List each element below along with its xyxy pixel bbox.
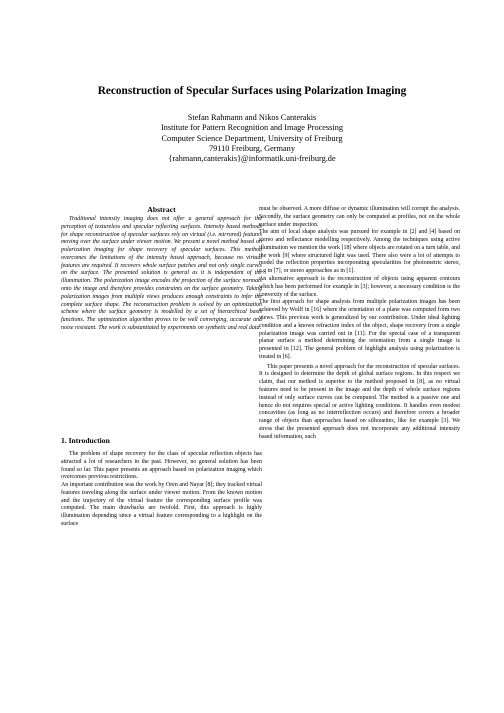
body-paragraph: The problem of shape recovery for the class of specular reflection objects has attracted a lot of researchers in the past. However, no general solution has been found so far. This paper presents an approach based on polarization imaging which overcomes previous restrictions. bbox=[61, 451, 262, 481]
section-heading-introduction: 1. Introduction bbox=[61, 436, 110, 445]
body-paragraph: An important contribution was the work by Oren and Nayar [8]; they tracked virtual features traveling along the surface under viewer motion. From the known motion and the trajectory of the virtual feature the corresponding surface profile was computed. The main drawbacks are twofold. First, this approach is highly illumination depending since a virtual feature corresponding to a highlight on the surface bbox=[61, 482, 262, 528]
author-names: Stefan Rahmann and Nikos Canterakis bbox=[187, 113, 317, 122]
author-department: Computer Science Department, University of Freiburg bbox=[161, 133, 343, 143]
abstract-block bbox=[61, 205, 262, 333]
abstract-text: Traditional intensity imaging does not offer a general approach for the perception of textureless and specular reflecting surfaces. Intensity based methods for shape reconstruction of specular surfaces rely on virtual (i.e. mirrored) features moving over the surface under viewer motion. We present a novel method based on polarization imaging for shape recovery of specular surfaces. This method overcomes the limitations of the intensity based approach, because no virtual features are required. It recovers whole surface patches and not only single curves on the surface. The presented solution is general as it is independent of the illumination. The polarization image encodes the projection of the surface normals onto the image and therefore provides constraints on the surface geometry. Taking polarization images from multiple views produces enough constraints to infer the complete surface shape. The reconstruction problem is solved by an optimization scheme where the surface geometry is modelled by a set of hierarchical basis functions. The optimization algorithm proves to be well converging, accurate and noise resistant. The work is substantiated by experiments on synthetic and real data. bbox=[61, 216, 262, 331]
author-address: 79110 Freiburg, Germany bbox=[209, 143, 295, 153]
intro-left-column bbox=[61, 451, 262, 529]
body-paragraph: The first approach for shape analysis from multiple polarization images has been achieved by Wolff in [16] where the orientation of a plane was computed form two views. This previous work is generalized by our contribution. Under ideal lighting condition and a known refraction index of the object, shape recovery from a single polarization image was carried out in [11]. For the special case of a transparent planar surface a method determining the orientation from a single image is presented in [12]. The general problem of highlight analysis using polarization is treated in [6]. bbox=[259, 299, 460, 360]
author-institute: Institute for Pattern Recognition and Image Processing bbox=[160, 123, 344, 133]
body-paragraph: must be observed. A more diffuse or dynamic illumination will corrupt the analysis. Secondly, the surface geometry can only be computed at profiles, not on the whole surface under inspection. bbox=[259, 206, 460, 228]
author-email: {rahmann,canterakis}@informatik.uni-freiburg.de bbox=[168, 154, 336, 164]
author-block bbox=[40, 113, 464, 164]
paper-title: Reconstruction of Specular Surfaces using Polarization Imaging bbox=[97, 85, 407, 97]
body-paragraph: The aim of local shape analysis was pursued for example in [2] and [4] based on stereo and reflectance modelling respectively. Among the techniques using active illumination we mention the work [18] where objects are rotated on a turn table, and the work [9] where structured light was used. There also were a lot of attempts to model the reflection properties incorporating specularities for photometric stereo, e.g in [7], or stereo approaches as in [1]. bbox=[259, 229, 460, 275]
abstract-heading: Abstract bbox=[147, 205, 176, 214]
body-paragraph: This paper presents a novel approach for the reconstruction of specular surfaces. It is designed to determine the depth of global surface regions. In this respect we claim, that our method is superior to the method proposed in [8], as no virtual features need to be present in the image and the depth of whole surface regions instead of only surface curves can be computed. The method is a passive one and hence do not requires special or active lighting conditions. It handles even modest concavities (as long as no interreflection occurs) and therefore covers a broader range of objects than approaches based on silhouettes, like for example [3]. We stress that the presented approach does not incorporate any additional intensity based information, such bbox=[259, 363, 460, 440]
right-column bbox=[259, 206, 460, 441]
body-paragraph: An alternative approach is the reconstruction of objects using apparent contours which has been performed for example in [3]; however, a necessary condition is the convexity of the surface. bbox=[259, 276, 460, 298]
